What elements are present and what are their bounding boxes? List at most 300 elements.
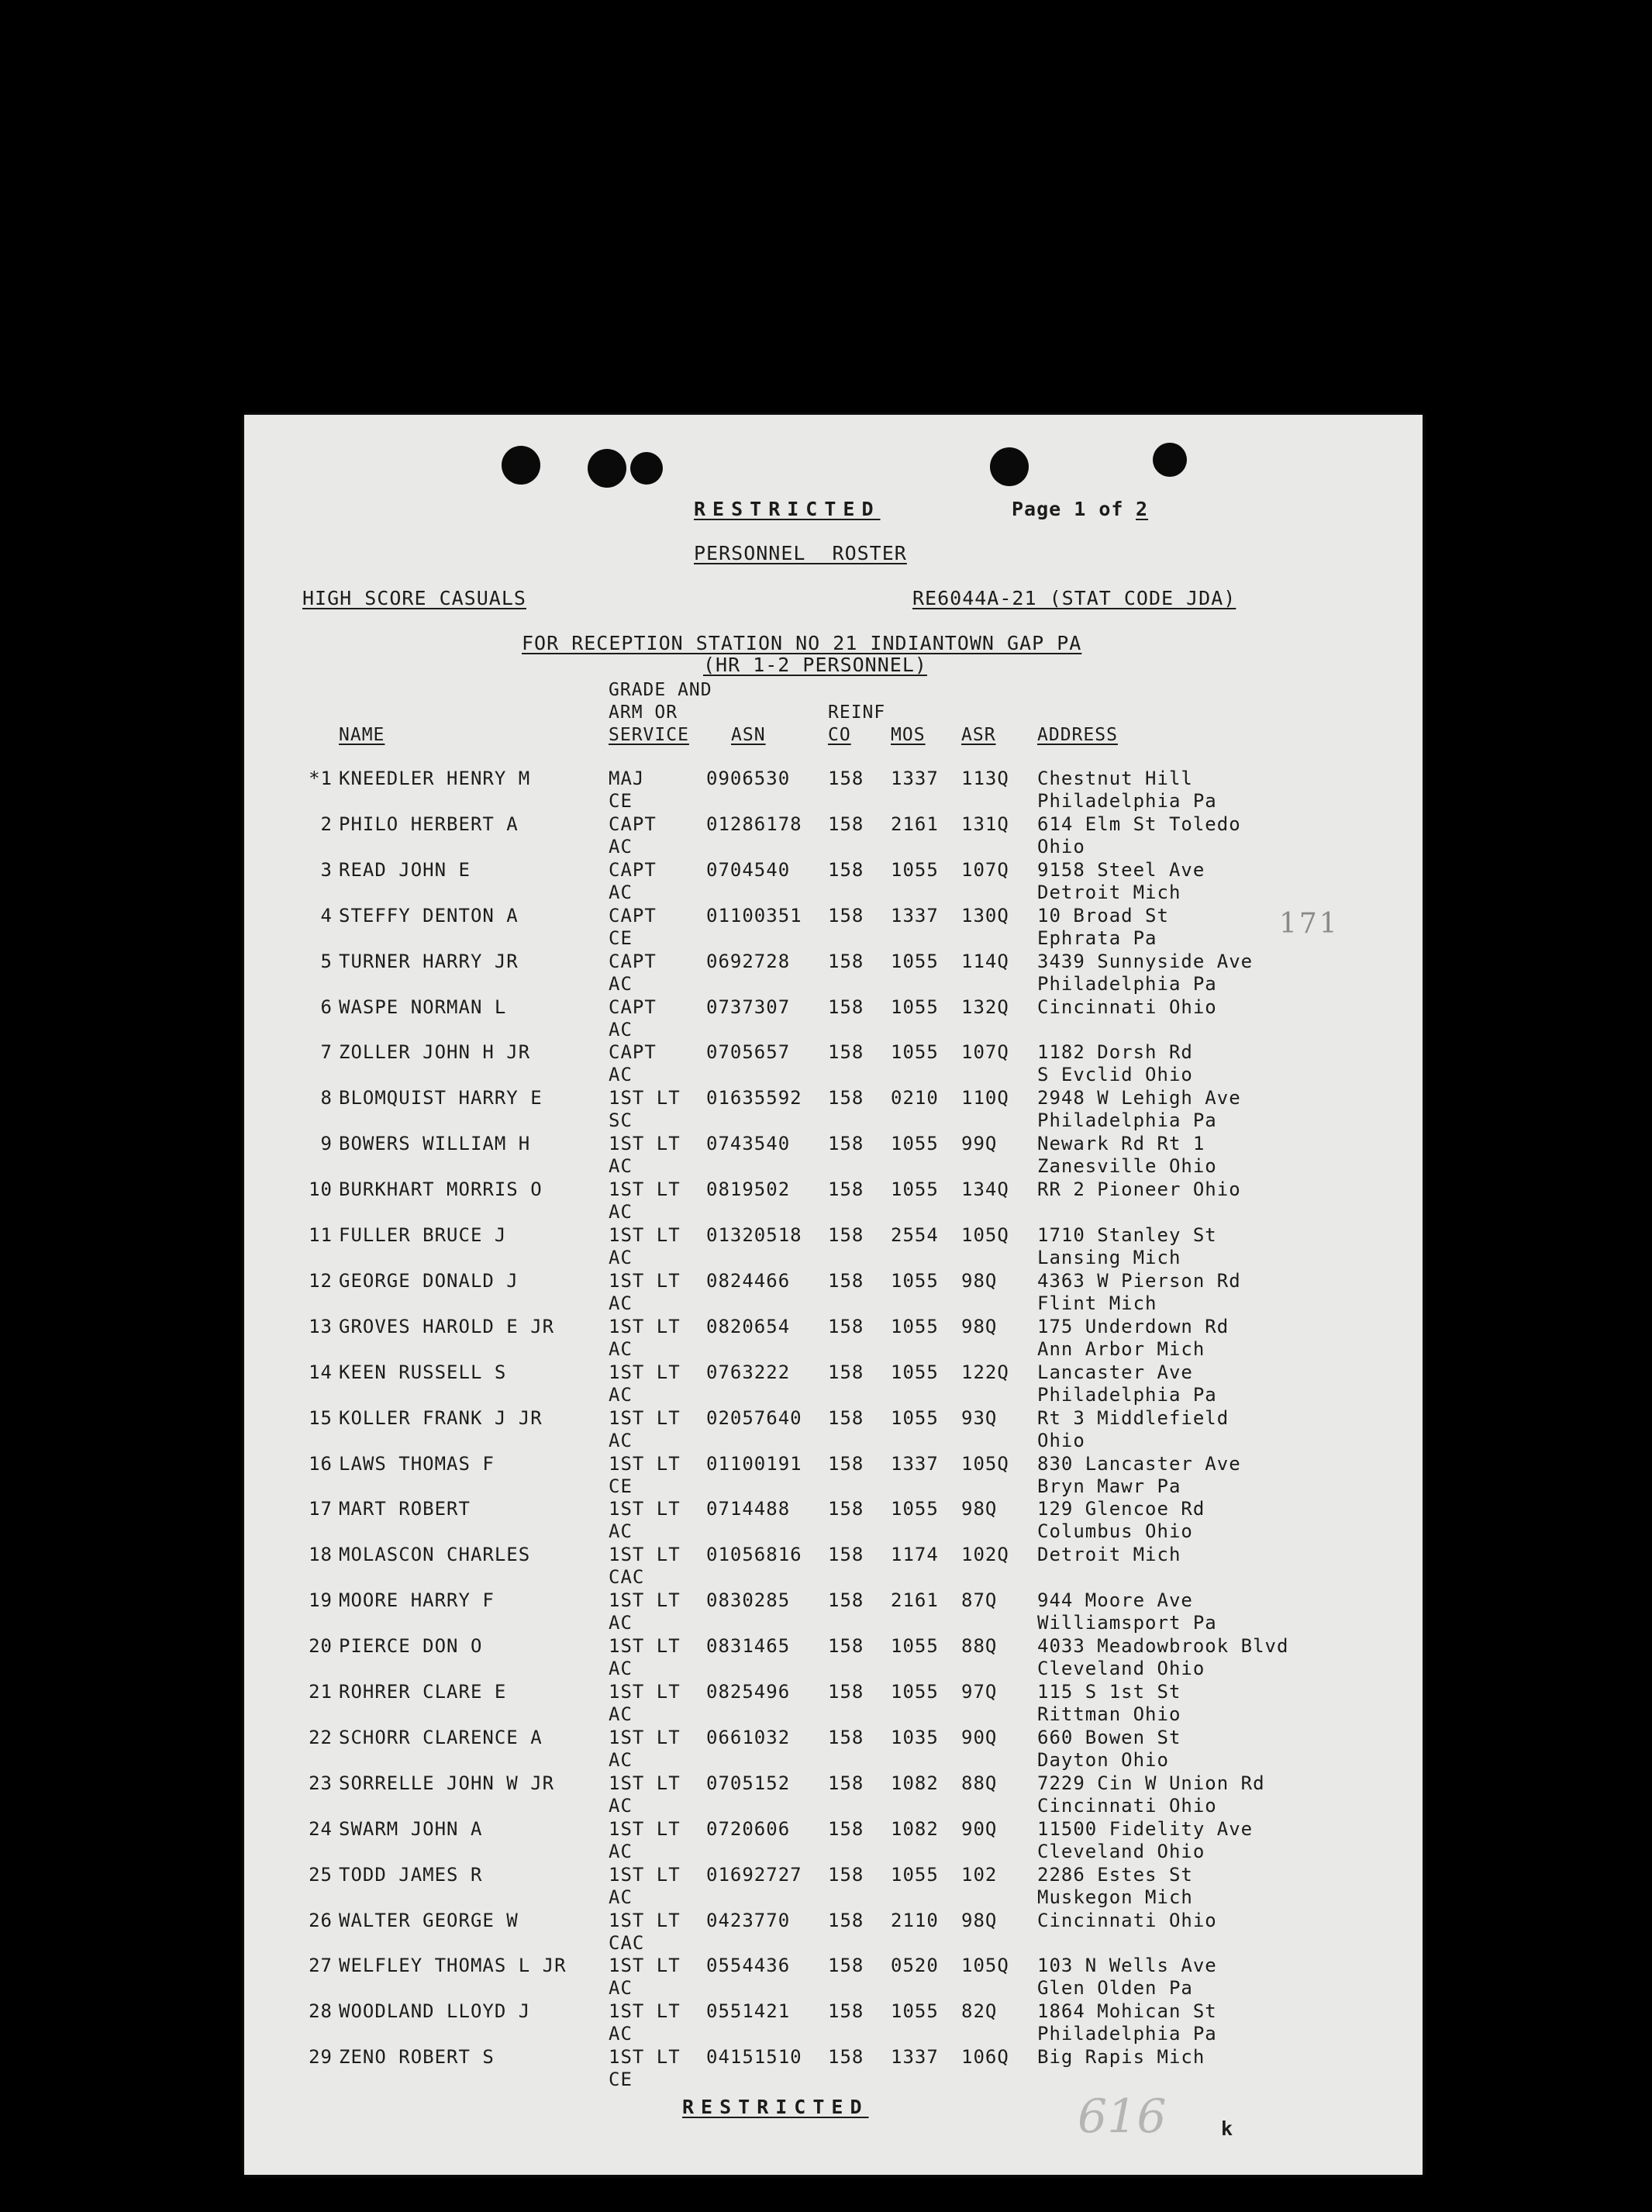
roster-title: PERSONNEL ROSTER xyxy=(694,542,907,564)
table-row xyxy=(244,1635,1423,1680)
grade: 1ST LT xyxy=(609,1681,681,1703)
mos: 2161 xyxy=(891,813,939,835)
col-grade-line2: ARM OR xyxy=(609,702,678,723)
address-line2: Glen Olden Pa xyxy=(1037,1977,1193,2000)
address-line2: Zanesville Ohio xyxy=(1037,1155,1217,1178)
reinf-co: 158 xyxy=(828,1452,864,1475)
table-row xyxy=(244,2046,1423,2091)
asr: 122Q xyxy=(961,1361,1009,1383)
row-number: 12 xyxy=(309,1269,333,1292)
reinf-co: 158 xyxy=(828,950,864,972)
address-line1: 660 Bowen St xyxy=(1037,1726,1181,1748)
table-row xyxy=(244,1453,1423,1498)
reinf-co: 158 xyxy=(828,2000,864,2023)
grade: 1ST LT xyxy=(609,1498,681,1520)
address-line2: Williamsport Pa xyxy=(1037,1612,1217,1634)
reinf-co: 158 xyxy=(828,1087,864,1109)
table-row xyxy=(244,1041,1423,1086)
address-line1: 3439 Sunnyside Ave xyxy=(1037,950,1254,972)
person-name: BURKHART MORRIS O xyxy=(339,1178,543,1201)
mos: 0520 xyxy=(891,1955,939,1977)
table-row xyxy=(244,1316,1423,1361)
reinf-co: 158 xyxy=(828,1269,864,1292)
person-name: LAWS THOMAS F xyxy=(339,1452,495,1475)
asr: 97Q xyxy=(961,1681,998,1703)
address-line2: Ohio xyxy=(1037,835,1085,858)
mos: 1055 xyxy=(891,858,939,881)
table-row xyxy=(244,1955,1423,2000)
asn: 0820654 xyxy=(706,1315,791,1337)
roster-page xyxy=(244,415,1423,2175)
arm-or-service: AC xyxy=(609,1886,633,1908)
address-line1: RR 2 Pioneer Ohio xyxy=(1037,1178,1241,1201)
mos: 1035 xyxy=(891,1726,939,1748)
row-number: *1 xyxy=(309,768,333,789)
person-name: MART ROBERT xyxy=(339,1498,471,1520)
arm-or-service: CE xyxy=(609,790,633,812)
arm-or-service: CE xyxy=(609,1475,633,1497)
stamp-number: 171 xyxy=(1279,908,1340,940)
reinf-co: 158 xyxy=(828,2046,864,2069)
asr: 105Q xyxy=(961,1452,1009,1475)
arm-or-service: AC xyxy=(609,1748,633,1771)
mos: 1337 xyxy=(891,768,939,789)
table-row xyxy=(244,1772,1423,1817)
address-line2: Philadelphia Pa xyxy=(1037,2023,1217,2045)
person-name: GEORGE DONALD J xyxy=(339,1269,519,1292)
asr: 98Q xyxy=(961,1269,998,1292)
asn: 0825496 xyxy=(706,1681,791,1703)
address-line1: 9158 Steel Ave xyxy=(1037,858,1205,881)
asr: 114Q xyxy=(961,950,1009,972)
address-line1: 2948 W Lehigh Ave xyxy=(1037,1087,1241,1109)
asr: 82Q xyxy=(961,2000,998,2023)
mos: 1055 xyxy=(891,1863,939,1886)
reinf-co: 158 xyxy=(828,1681,864,1703)
col-co: CO xyxy=(828,725,851,745)
asr: 87Q xyxy=(961,1589,998,1612)
stat-code: RE6044A-21 (STAT CODE JDA) xyxy=(912,587,1236,609)
unit-title: HIGH SCORE CASUALS xyxy=(302,587,526,609)
asn: 0423770 xyxy=(706,1909,791,1931)
reinf-co: 158 xyxy=(828,1361,864,1383)
grade: 1ST LT xyxy=(609,2046,681,2069)
table-row xyxy=(244,1224,1423,1269)
punch-hole xyxy=(990,447,1029,486)
asr: 105Q xyxy=(961,1955,1009,1977)
punch-hole xyxy=(502,446,540,485)
grade: 1ST LT xyxy=(609,1133,681,1155)
grade: 1ST LT xyxy=(609,1772,681,1794)
address-line1: 1864 Mohican St xyxy=(1037,2000,1217,2023)
address-line1: 175 Underdown Rd xyxy=(1037,1315,1230,1337)
mos: 1055 xyxy=(891,1361,939,1383)
asn: 0705152 xyxy=(706,1772,791,1794)
col-grade-line3: SERVICE xyxy=(609,725,689,745)
arm-or-service: CE xyxy=(609,927,633,949)
arm-or-service: AC xyxy=(609,1977,633,2000)
mos: 1055 xyxy=(891,1635,939,1658)
address-line2: Philadelphia Pa xyxy=(1037,972,1217,995)
row-number: 29 xyxy=(309,2046,333,2069)
reinf-co: 158 xyxy=(828,904,864,927)
grade: CAPT xyxy=(609,996,657,1018)
asn: 0906530 xyxy=(706,768,791,789)
arm-or-service: AC xyxy=(609,1840,633,1862)
address-line2: Ohio xyxy=(1037,1429,1085,1451)
asr: 107Q xyxy=(961,858,1009,881)
address-line1: Chestnut Hill xyxy=(1037,768,1193,789)
row-number: 2 xyxy=(320,813,333,835)
address-line1: 4033 Meadowbrook Blvd xyxy=(1037,1635,1289,1658)
row-number: 27 xyxy=(309,1955,333,1977)
arm-or-service: AC xyxy=(609,1064,633,1086)
asn: 0763222 xyxy=(706,1361,791,1383)
person-name: WOODLAND LLOYD J xyxy=(339,2000,531,2023)
arm-or-service: AC xyxy=(609,1247,633,1268)
asn: 0704540 xyxy=(706,858,791,881)
table-row xyxy=(244,2000,1423,2045)
address-line1: 2286 Estes St xyxy=(1037,1863,1193,1886)
person-name: KEEN RUSSELL S xyxy=(339,1361,507,1383)
row-number: 9 xyxy=(320,1133,333,1155)
footer-mark: k xyxy=(1221,2117,1234,2140)
grade: 1ST LT xyxy=(609,2000,681,2023)
address-line1: Cincinnati Ohio xyxy=(1037,996,1217,1018)
address-line2: Bryn Mawr Pa xyxy=(1037,1475,1181,1497)
person-name: MOORE HARRY F xyxy=(339,1589,495,1612)
grade: 1ST LT xyxy=(609,1589,681,1612)
table-row xyxy=(244,1910,1423,1955)
grade: 1ST LT xyxy=(609,1224,681,1246)
arm-or-service: AC xyxy=(609,1612,633,1634)
address-line2: Muskegon Mich xyxy=(1037,1886,1193,1908)
asn: 04151510 xyxy=(706,2046,802,2069)
asn: 0692728 xyxy=(706,950,791,972)
arm-or-service: AC xyxy=(609,2023,633,2045)
address-line2: Philadelphia Pa xyxy=(1037,1109,1217,1132)
address-line2: Columbus Ohio xyxy=(1037,1520,1193,1543)
mos: 1055 xyxy=(891,2000,939,2023)
address-line1: Newark Rd Rt 1 xyxy=(1037,1133,1205,1155)
row-number: 16 xyxy=(309,1452,333,1475)
address-line1: 11500 Fidelity Ave xyxy=(1037,1817,1254,1840)
person-name: STEFFY DENTON A xyxy=(339,904,519,927)
asn: 0714488 xyxy=(706,1498,791,1520)
arm-or-service: AC xyxy=(609,1520,633,1543)
mos: 2110 xyxy=(891,1909,939,1931)
mos: 1082 xyxy=(891,1817,939,1840)
table-row xyxy=(244,996,1423,1041)
row-number: 21 xyxy=(309,1681,333,1703)
grade: 1ST LT xyxy=(609,1315,681,1337)
table-row xyxy=(244,951,1423,996)
grade: CAPT xyxy=(609,1041,657,1064)
mos: 1055 xyxy=(891,996,939,1018)
person-name: TODD JAMES R xyxy=(339,1863,483,1886)
grade: 1ST LT xyxy=(609,1544,681,1566)
asr: 134Q xyxy=(961,1178,1009,1201)
reinf-co: 158 xyxy=(828,1589,864,1612)
address-line2: Ephrata Pa xyxy=(1037,927,1157,949)
asn: 01286178 xyxy=(706,813,802,835)
table-row xyxy=(244,768,1423,813)
punch-hole xyxy=(588,449,626,488)
asr: 107Q xyxy=(961,1041,1009,1064)
row-number: 8 xyxy=(320,1087,333,1109)
person-name: ROHRER CLARE E xyxy=(339,1681,507,1703)
person-name: BOWERS WILLIAM H xyxy=(339,1133,531,1155)
address-line2: Flint Mich xyxy=(1037,1292,1157,1314)
asn: 01320518 xyxy=(706,1224,802,1246)
address-line1: 103 N Wells Ave xyxy=(1037,1955,1217,1977)
reinf-co: 158 xyxy=(828,1772,864,1794)
person-name: TURNER HARRY JR xyxy=(339,950,519,972)
row-number: 7 xyxy=(320,1041,333,1064)
arm-or-service: AC xyxy=(609,881,633,903)
asr: 98Q xyxy=(961,1498,998,1520)
person-name: SWARM JOHN A xyxy=(339,1817,483,1840)
mos: 1055 xyxy=(891,1681,939,1703)
address-line1: Big Rapis Mich xyxy=(1037,2046,1205,2069)
address-line1: Cincinnati Ohio xyxy=(1037,1909,1217,1931)
grade: CAPT xyxy=(609,950,657,972)
asr: 98Q xyxy=(961,1315,998,1337)
address-line2: Cleveland Ohio xyxy=(1037,1840,1205,1862)
grade: CAPT xyxy=(609,904,657,927)
table-row xyxy=(244,1270,1423,1315)
address-line2: Detroit Mich xyxy=(1037,881,1181,903)
reinf-co: 158 xyxy=(828,1726,864,1748)
punch-hole xyxy=(1153,443,1187,477)
asr: 88Q xyxy=(961,1635,998,1658)
arm-or-service: AC xyxy=(609,1383,633,1406)
grade: MAJ xyxy=(609,768,645,789)
address-line2: Cincinnati Ohio xyxy=(1037,1794,1217,1817)
grade: 1ST LT xyxy=(609,1269,681,1292)
asr: 98Q xyxy=(961,1909,998,1931)
col-asr: ASR xyxy=(961,725,996,745)
mos: 1055 xyxy=(891,1315,939,1337)
table-row xyxy=(244,859,1423,904)
address-line1: 115 S 1st St xyxy=(1037,1681,1181,1703)
row-number: 19 xyxy=(309,1589,333,1612)
table-row xyxy=(244,1681,1423,1726)
grade: 1ST LT xyxy=(609,1178,681,1201)
asr: 93Q xyxy=(961,1406,998,1429)
col-mos: MOS xyxy=(891,725,926,745)
asr: 106Q xyxy=(961,2046,1009,2069)
person-name: BLOMQUIST HARRY E xyxy=(339,1087,543,1109)
person-name: PHILO HERBERT A xyxy=(339,813,519,835)
address-line1: 944 Moore Ave xyxy=(1037,1589,1193,1612)
table-row xyxy=(244,1361,1423,1406)
mos: 1055 xyxy=(891,1498,939,1520)
grade: 1ST LT xyxy=(609,1361,681,1383)
table-row xyxy=(244,1087,1423,1132)
reinf-co: 158 xyxy=(828,1909,864,1931)
arm-or-service: AC xyxy=(609,1703,633,1725)
asn: 0743540 xyxy=(706,1133,791,1155)
asn: 0705657 xyxy=(706,1041,791,1064)
reinf-co: 158 xyxy=(828,1178,864,1201)
address-line1: 7229 Cin W Union Rd xyxy=(1037,1772,1265,1794)
mos: 1055 xyxy=(891,1133,939,1155)
arm-or-service: CAC xyxy=(609,1566,645,1589)
mos: 0210 xyxy=(891,1087,939,1109)
asr: 105Q xyxy=(961,1224,1009,1246)
mos: 1055 xyxy=(891,1269,939,1292)
reinf-co: 158 xyxy=(828,858,864,881)
row-number: 15 xyxy=(309,1406,333,1429)
grade: 1ST LT xyxy=(609,1726,681,1748)
address-line2: Cleveland Ohio xyxy=(1037,1658,1205,1680)
person-name: WASPE NORMAN L xyxy=(339,996,507,1018)
row-number: 20 xyxy=(309,1635,333,1658)
asr: 90Q xyxy=(961,1817,998,1840)
person-name: ZOLLER JOHN H JR xyxy=(339,1041,531,1064)
address-line1: 614 Elm St Toledo xyxy=(1037,813,1241,835)
asn: 0831465 xyxy=(706,1635,791,1658)
col-reinf: REINF xyxy=(828,702,886,723)
reinf-co: 158 xyxy=(828,768,864,789)
address-line2: Dayton Ohio xyxy=(1037,1748,1169,1771)
reinf-co: 158 xyxy=(828,1041,864,1064)
asn: 0720606 xyxy=(706,1817,791,1840)
col-asn: ASN xyxy=(731,725,766,745)
asn: 01056816 xyxy=(706,1544,802,1566)
mos: 2554 xyxy=(891,1224,939,1246)
grade: CAPT xyxy=(609,858,657,881)
address-line1: 1182 Dorsh Rd xyxy=(1037,1041,1193,1064)
arm-or-service: AC xyxy=(609,1658,633,1680)
address-line1: Lancaster Ave xyxy=(1037,1361,1193,1383)
asr: 99Q xyxy=(961,1133,998,1155)
table-row xyxy=(244,1818,1423,1863)
row-number: 13 xyxy=(309,1315,333,1337)
arm-or-service: CE xyxy=(609,2069,633,2091)
asr: 131Q xyxy=(961,813,1009,835)
address-line1: Detroit Mich xyxy=(1037,1544,1181,1566)
asn: 02057640 xyxy=(706,1406,802,1429)
row-number: 26 xyxy=(309,1909,333,1931)
grade: CAPT xyxy=(609,813,657,835)
page-total: 2 xyxy=(1136,498,1149,520)
asn: 0819502 xyxy=(706,1178,791,1201)
asn: 01100191 xyxy=(706,1452,802,1475)
handwritten-number: 616 xyxy=(1078,2089,1167,2144)
row-number: 17 xyxy=(309,1498,333,1520)
asn: 0661032 xyxy=(706,1726,791,1748)
table-row xyxy=(244,1498,1423,1543)
person-name: KOLLER FRANK J JR xyxy=(339,1406,543,1429)
page-label: Page 1 of xyxy=(1012,498,1124,520)
person-name: SORRELLE JOHN W JR xyxy=(339,1772,555,1794)
mos: 1055 xyxy=(891,1406,939,1429)
table-row xyxy=(244,1589,1423,1634)
restricted-footer: RESTRICTED xyxy=(682,2096,869,2118)
mos: 1055 xyxy=(891,1178,939,1201)
reinf-co: 158 xyxy=(828,1544,864,1566)
address-line2: Rittman Ohio xyxy=(1037,1703,1181,1725)
arm-or-service: SC xyxy=(609,1109,633,1132)
asn: 0554436 xyxy=(706,1955,791,1977)
reinf-co: 158 xyxy=(828,1133,864,1155)
reinf-co: 158 xyxy=(828,996,864,1018)
row-number: 24 xyxy=(309,1817,333,1840)
person-name: PIERCE DON O xyxy=(339,1635,483,1658)
grade: 1ST LT xyxy=(609,1635,681,1658)
address-line1: 1710 Stanley St xyxy=(1037,1224,1217,1246)
arm-or-service: AC xyxy=(609,1429,633,1451)
person-name: FULLER BRUCE J xyxy=(339,1224,507,1246)
address-line1: 129 Glencoe Rd xyxy=(1037,1498,1205,1520)
asr: 132Q xyxy=(961,996,1009,1018)
mos: 1337 xyxy=(891,2046,939,2069)
reinf-co: 158 xyxy=(828,1406,864,1429)
arm-or-service: AC xyxy=(609,835,633,858)
row-number: 5 xyxy=(320,950,333,972)
asr: 88Q xyxy=(961,1772,998,1794)
arm-or-service: AC xyxy=(609,1337,633,1360)
row-number: 6 xyxy=(320,996,333,1018)
asr: 130Q xyxy=(961,904,1009,927)
arm-or-service: AC xyxy=(609,1292,633,1314)
arm-or-service: AC xyxy=(609,972,633,995)
person-name: READ JOHN E xyxy=(339,858,471,881)
arm-or-service: CAC xyxy=(609,1931,645,1954)
person-name: ZENO ROBERT S xyxy=(339,2046,495,2069)
mos: 1337 xyxy=(891,904,939,927)
restricted-header: RESTRICTED xyxy=(694,498,881,520)
row-number: 14 xyxy=(309,1361,333,1383)
grade: 1ST LT xyxy=(609,1452,681,1475)
person-name: SCHORR CLARENCE A xyxy=(339,1726,543,1748)
asr: 113Q xyxy=(961,768,1009,789)
arm-or-service: AC xyxy=(609,1201,633,1223)
mos: 1337 xyxy=(891,1452,939,1475)
row-number: 23 xyxy=(309,1772,333,1794)
asr: 102 xyxy=(961,1863,998,1886)
reinf-co: 158 xyxy=(828,1224,864,1246)
table-row xyxy=(244,1407,1423,1452)
asr: 102Q xyxy=(961,1544,1009,1566)
person-name: GROVES HAROLD E JR xyxy=(339,1315,555,1337)
mos: 1055 xyxy=(891,1041,939,1064)
table-row xyxy=(244,905,1423,950)
table-row xyxy=(244,1178,1423,1223)
table-row xyxy=(244,1133,1423,1178)
reinf-co: 158 xyxy=(828,813,864,835)
reinf-co: 158 xyxy=(828,1955,864,1977)
person-name: WALTER GEORGE W xyxy=(339,1909,519,1931)
address-line1: Rt 3 Middlefield xyxy=(1037,1406,1230,1429)
personnel-subtitle: (HR 1-2 PERSONNEL) xyxy=(703,654,927,676)
col-address: ADDRESS xyxy=(1037,725,1118,745)
mos: 1082 xyxy=(891,1772,939,1794)
asr: 90Q xyxy=(961,1726,998,1748)
person-name: KNEEDLER HENRY M xyxy=(339,768,531,789)
address-line2: Philadelphia Pa xyxy=(1037,1383,1217,1406)
address-line2: S Evclid Ohio xyxy=(1037,1064,1193,1086)
grade: 1ST LT xyxy=(609,1087,681,1109)
reinf-co: 158 xyxy=(828,1635,864,1658)
table-row xyxy=(244,1864,1423,1909)
asn: 0830285 xyxy=(706,1589,791,1612)
asn: 0551421 xyxy=(706,2000,791,2023)
mos: 1174 xyxy=(891,1544,939,1566)
row-number: 3 xyxy=(320,858,333,881)
